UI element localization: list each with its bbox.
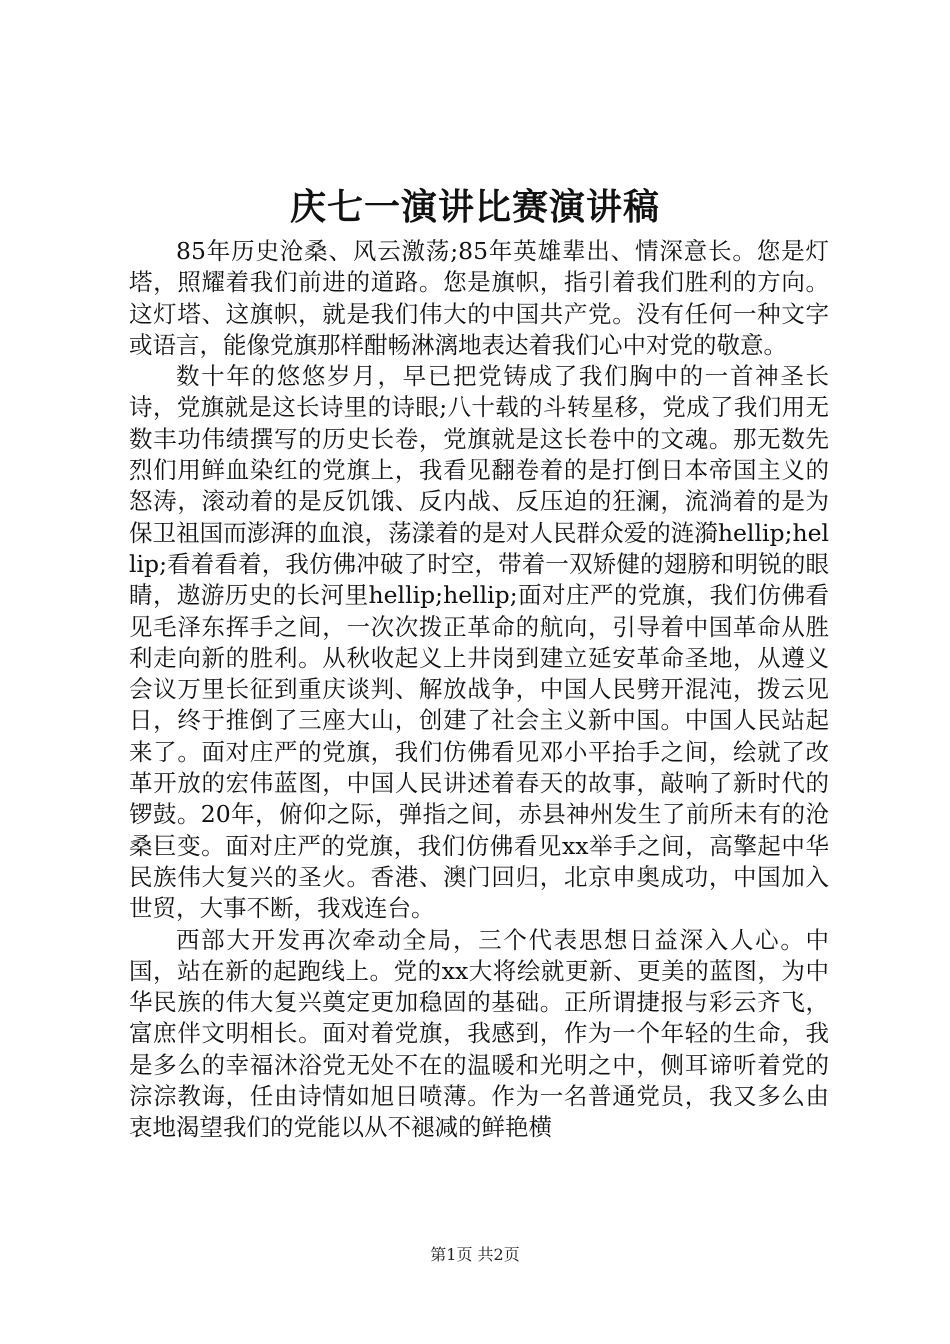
page-number-indicator: 第1页 共2页 [430,1245,520,1264]
document-title: 庆七一演讲比赛演讲稿 [289,186,660,228]
page-footer [0,1243,950,1267]
paragraph-2: 数十年的悠悠岁月，早已把党铸成了我们胸中的一首神圣长诗，党旗就是这长诗里的诗眼;八十载的斗转星移，党成了我们用无数丰功伟绩撰写的历史长卷，党旗就是这长卷中的文魂。那无数先烈们用鲜血染红的党旗上，我看见翻卷着的是打倒日本帝国主义的怒涛，滚动着的是反饥饿、反内战、反压迫的狂澜，流淌着的是为保卫祖国而澎湃的血浪，荡漾着的是对人民群众爱的涟漪hellip;hellip;看着看着，我仿佛冲破了时空，带着一双矫健的翅膀和明锐的眼睛，遨游历史的长河里hellip;hellip;面对庄严的党旗，我们仿佛看见毛泽东挥手之间，一次次拨正革命的航向，引导着中国革命从胜利走向新的胜利。从秋收起义上井岗到建立延安革命圣地，从遵义会议万里长征到重庆谈判、解放战争，中国人民劈开混沌，拨云见日，终于推倒了三座大山，创建了社会主义新中国。中国人民站起来了。面对庄严的党旗，我们仿佛看见邓小平抬手之间，绘就了改革开放的宏伟蓝图，中国人民讲述着春天的故事，敲响了新时代的锣鼓。20年，俯仰之际，弹指之间，赤县神州发生了前所未有的沧桑巨变。面对庄严的党旗，我们仿佛看见xx举手之间，高擎起中华民族伟大复兴的圣火。香港、澳门回归，北京申奥成功，中国加入世贸，大事不断，我戏连台。 [129,362,829,923]
document-body [129,236,829,1144]
paragraph-1: 85年历史沧桑、风云激荡;85年英雄辈出、情深意长。您是灯塔，照耀着我们前进的道路。您是旗帜，指引着我们胜利的方向。这灯塔、这旗帜，就是我们伟大的中国共产党。没有任何一种文字或语言，能像党旗那样酣畅淋漓地表达着我们心中对党的敬意。 [129,237,829,359]
paragraph-3: 西部大开发再次牵动全局，三个代表思想日益深入人心。中国，站在新的起跑线上。党的xx大将绘就更新、更美的蓝图，为中华民族的伟大复兴奠定更加稳固的基础。正所谓捷报与彩云齐飞，富庶伴文明相长。面对着党旗，我感到，作为一个年轻的生命，我是多么的幸福沐浴党无处不在的温暖和光明之中，侧耳谛听着党的淙淙教诲，任由诗情如旭日喷薄。作为一名普通党员，我又多么由衷地渴望我们的党能以从不褪减的鲜艳横 [129,925,829,1142]
